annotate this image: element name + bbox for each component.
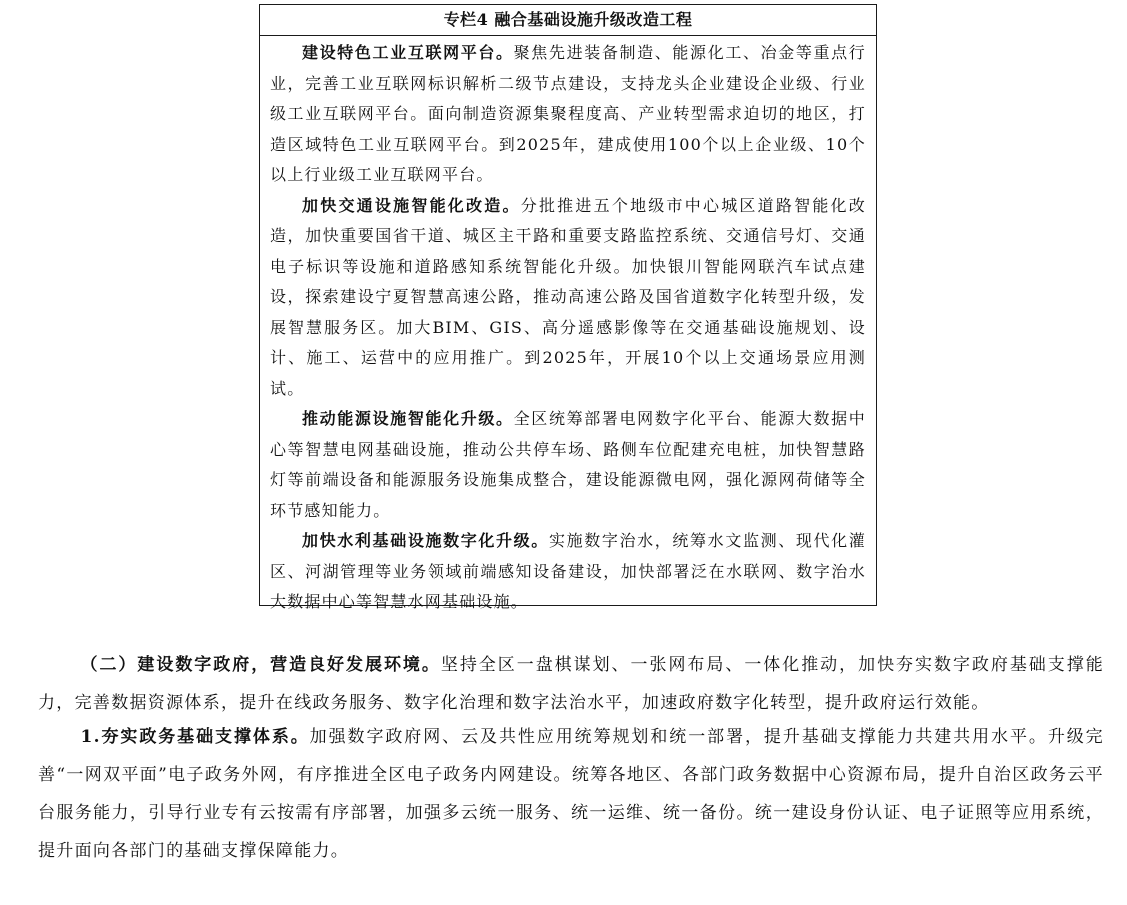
column-item-text: 全区统筹部署电网数字化平台、能源大数据中心等智慧电网基础设施，推动公共停车场、路侧车位配建充电桩，加快智慧路灯等前端设备和能源服务设施集成整合，建设能源微电网，强化源网荷储等全环节感知能力。 <box>270 409 866 520</box>
subsection-paragraph <box>38 718 1104 870</box>
section-text: 坚持全区一盘棋谋划、一张网布局、一体化推动，加快夯实数字政府基础支撑能力，完善数据资源体系，提升在线政务服务、数字化治理和数字法治水平，加速政府数字化转型，提升政府运行效能。 <box>38 655 1105 713</box>
column-item <box>270 191 866 405</box>
column-item-heading: 加快水利基础设施数字化升级。 <box>302 531 549 550</box>
column-box <box>259 4 877 611</box>
column-item <box>270 404 866 526</box>
column-item-heading: 推动能源设施智能化升级。 <box>302 409 514 428</box>
column-item-text: 聚焦先进装备制造、能源化工、冶金等重点行业，完善工业互联网标识解析二级节点建设，支持龙头企业建设企业级、行业级工业互联网平台。面向制造资源集聚程度高、产业转型需求迫切的地区，打造区域特色工业互联网平台。到2025年，建成使用100个以上企业级、10个以上行业级工业互联网平台。 <box>270 43 866 184</box>
column-item-heading: 加快交通设施智能化改造。 <box>302 195 521 215</box>
section-paragraph <box>38 646 1104 722</box>
section-heading: （二）建设数字政府，营造良好发展环境。 <box>80 655 441 675</box>
column-item <box>270 526 866 618</box>
column-title: 专栏4 融合基础设施升级改造工程 <box>260 5 876 36</box>
main-content <box>38 646 1104 870</box>
column-item-heading: 建设特色工业互联网平台。 <box>302 43 514 62</box>
subsection-heading: 1.夯实政务基础支撑体系。 <box>80 727 310 747</box>
column-item <box>270 38 866 191</box>
column-body <box>260 36 876 618</box>
column-item-text: 实施数字治水，统筹水文监测、现代化灌区、河湖管理等业务领域前端感知设备建设，加快部署泛在水联网、数字治水大数据中心等智慧水网基础设施。 <box>270 531 866 611</box>
column-item-text: 分批推进五个地级市中心城区道路智能化改造，加快重要国省干道、城区主干路和重要支路监控系统、交通信号灯、交通电子标识等设施和道路感知系统智能化升级。加快银川智能网联汽车试点建设，探索建设宁夏智慧高速公路，推动高速公路及国省道数字化转型升级，发展智慧服务区。加大BIM、GIS、高分遥感影像等在交通基础设施规划、设计、施工、运营中的应用推广。到2025年，开展10个以上交通场景应用测试。 <box>270 195 866 398</box>
subsection-text: 加强数字政府网、云及共性应用统筹规划和统一部署，提升基础支撑能力共建共用水平。升级完善“一网双平面”电子政务外网，有序推进全区电子政务内网建设。统筹各地区、各部门政务数据中心资源布局，提升自治区政务云平台服务能力，引导行业专有云按需有序部署，加强多云统一服务、统一运维、统一备份。统一建设身份认证、电子证照等应用系统，提升面向各部门的基础支撑保障能力。 <box>38 727 1104 861</box>
